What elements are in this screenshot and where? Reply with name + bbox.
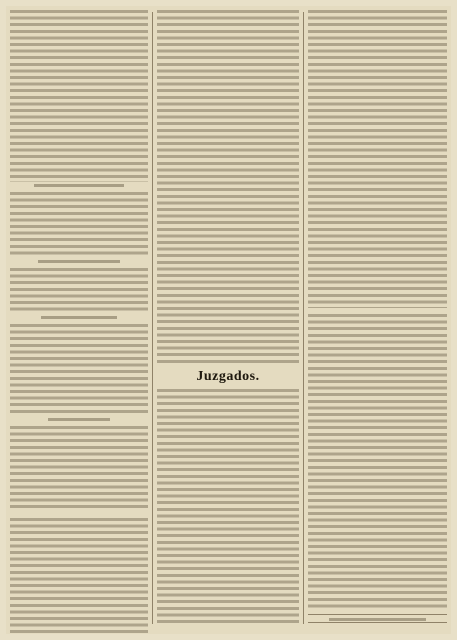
section-heading [38, 260, 121, 263]
text-block [10, 518, 148, 636]
text-block [308, 314, 447, 610]
column-3 [308, 10, 447, 630]
newspaper-page [6, 6, 451, 634]
text-block [157, 10, 299, 366]
column-divider [152, 12, 153, 624]
text-block [308, 10, 447, 308]
column-divider [303, 12, 304, 624]
text-block [10, 268, 148, 314]
section-heading: Juzgados. [196, 369, 260, 384]
section-heading [41, 316, 117, 319]
column-2 [157, 10, 299, 630]
column-1 [10, 10, 148, 630]
text-block [10, 426, 148, 512]
text-block [10, 10, 148, 182]
section-heading [34, 184, 124, 187]
text-block [10, 324, 148, 416]
printer-imprint [308, 614, 447, 623]
text-block [157, 389, 299, 625]
text-block [10, 192, 148, 258]
section-heading [48, 418, 110, 421]
